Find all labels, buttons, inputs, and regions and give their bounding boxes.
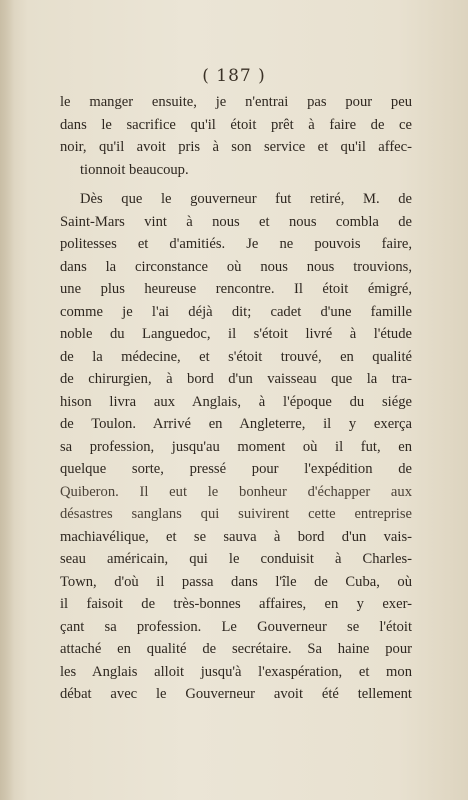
text-line: débat avec le Gouverneur avoit été tellement xyxy=(60,686,412,702)
text-line: une plus heureuse rencontre. Il étoit émigré, xyxy=(60,281,412,297)
text-line: machiavélique, et se sauva à bord d'un vais- xyxy=(60,528,412,545)
text-line: hison livra aux Anglais, à l'époque du siége xyxy=(60,393,412,410)
text-line: Saint-Mars vint à nous et nous combla de xyxy=(60,213,412,230)
text-line: les Anglais alloit jusqu'à l'exaspération, et mon xyxy=(60,663,412,680)
page-number: ( 187 ) xyxy=(202,66,266,86)
text-line: de Toulon. Arrivé en Angleterre, il y exerça xyxy=(60,416,412,432)
text-line: comme je l'ai déjà dit; cadet d'une famille xyxy=(60,303,412,320)
text-line: désastres sanglans qui suivirent cette entreprise xyxy=(60,506,412,522)
text-line: dans la circonstance où nous nous trouvions, xyxy=(60,258,412,275)
text-line: noble du Languedoc, il s'étoit livré à l'étude xyxy=(60,326,412,342)
text-line: de chirurgien, à bord d'un vaisseau que la tra- xyxy=(60,371,412,387)
text-line: le manger ensuite, je n'entrai pas pour peu xyxy=(60,94,412,110)
text-line: politesses et d'amitiés. Je ne pouvois faire, xyxy=(60,236,412,252)
text-line: il faisoit de très-bonnes affaires, en y exer- xyxy=(60,596,412,612)
paragraph-1 xyxy=(60,91,412,181)
text-line: Dès que le gouverneur fut retiré, M. de xyxy=(80,191,412,207)
text-line: dans le sacrifice qu'il étoit prêt à faire de ce xyxy=(60,116,412,133)
text-line: attaché en qualité de secrétaire. Sa haine pour xyxy=(60,641,412,657)
text-line: sa profession, jusqu'au moment où il fut, en xyxy=(60,438,412,455)
text-line: noir, qu'il avoit pris à son service et qu'il affec- xyxy=(60,139,412,155)
text-line: quelque sorte, pressé pour l'expédition de xyxy=(60,461,412,477)
text-line: Town, d'où il passa dans l'île de Cuba, où xyxy=(60,573,412,590)
paragraph-2 xyxy=(60,188,412,706)
text-line: Quiberon. Il eut le bonheur d'échapper aux xyxy=(60,483,412,500)
text-line: de la médecine, et s'étoit trouvé, en qualité xyxy=(60,348,412,365)
text-line: çant sa profession. Le Gouverneur se l'étoit xyxy=(60,618,412,635)
text-line: tionnoit beaucoup. xyxy=(80,161,189,178)
text-line: seau américain, qui le conduisit à Charles- xyxy=(60,551,412,567)
body-text xyxy=(60,91,412,706)
